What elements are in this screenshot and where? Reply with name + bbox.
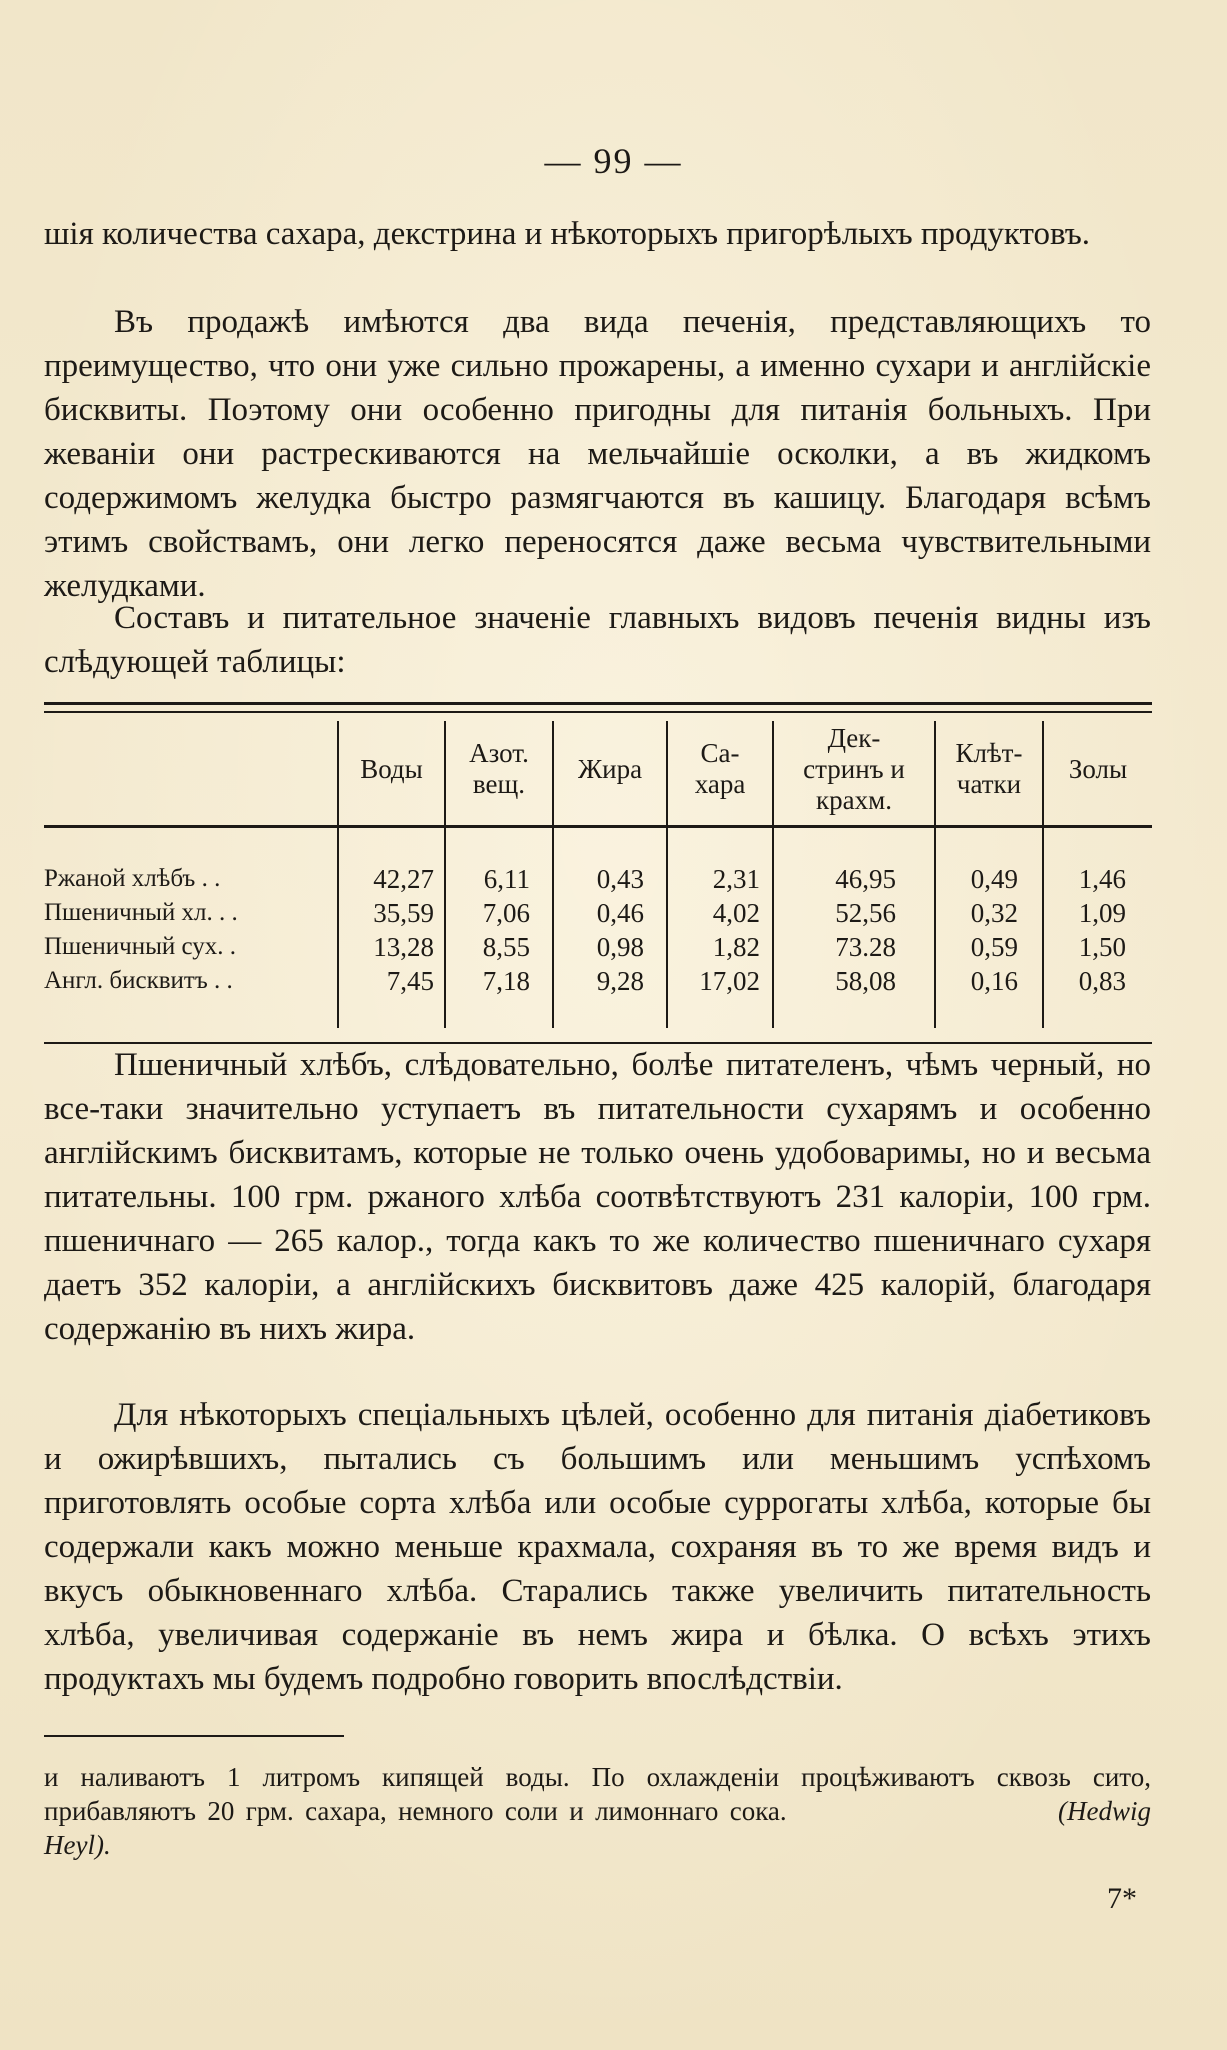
table-row — [44, 862, 1152, 896]
footnote-signature: (Hedwig Heyl). — [44, 1796, 1152, 1860]
cell-ash: 1,46 — [1078, 864, 1126, 894]
header-ash: Золы — [1068, 753, 1128, 784]
cell-nitrogen: 8,55 — [482, 932, 530, 962]
cell-water: 13,28 — [373, 932, 434, 962]
paragraph-special-breads: Для нѣкоторыхъ спеціальныхъ цѣлей, особенно для питанія діабетиковъ и ожирѣвшихъ, пытались съ большимъ или меньшимъ успѣхомъ приготовлять особые сорта хлѣба или особые суррогаты хлѣба, которые бы содержали какъ можно меньше крахмала, сохраняя въ то же время видъ и вкусъ обыкновеннаго хлѣба. Старались также увеличить питательность хлѣба, увеличивая содержаніе въ немъ жира и бѣлка. О всѣхъ этихъ продуктахъ мы будемъ подробно говорить впослѣдствіи. — [44, 1397, 1151, 1697]
header-divider — [337, 721, 339, 825]
header-divider — [772, 721, 774, 825]
footnote-rule — [44, 1735, 344, 1737]
header-divider — [934, 721, 936, 825]
table-row — [44, 964, 1152, 998]
paragraph-wheat-bread: Пшеничный хлѣбъ, слѣдовательно, болѣе питателенъ, чѣмъ черный, но все-таки значительно уступаетъ въ питательности сухарямъ и особенно англійскимъ бисквитамъ, которые не только очень удобоваримы, но и весьма питательны. 100 грм. ржаного хлѣба соотвѣтствуютъ 231 калоріи, 100 грм. пшеничнаго — 265 калор., тогда какъ то же количество пшеничнаго сухаря даетъ 352 калоріи, а англійскихъ бисквитовъ даже 425 калорій, благодаря содержанію въ нихъ жира. — [44, 1047, 1151, 1347]
header-sugar: Са- хара — [694, 738, 746, 799]
paragraph-biscuits: Въ продажѣ имѣются два вида печенія, представляющихъ то преимущество, что они уже сильно прожарены, а именно сухари и англійскіе бисквиты. Поэтому они особенно пригодны для питанія больныхъ. При жеваніи они растрескиваются на мельчайшіе осколки, а въ жидкомъ содержимомъ желудка быстро размягчаются въ кашицу. Благодаря всѣмъ этимъ свойствамъ, они легко переносятся даже весьма чувствительными желудками. — [44, 304, 1151, 604]
cell-water: 7,45 — [386, 966, 434, 996]
cell-sugar: 2,31 — [712, 864, 760, 894]
header-divider — [1042, 721, 1044, 825]
cell-fiber: 0,32 — [970, 898, 1018, 928]
header-dextrin: Дек- стринъ и крахм. — [803, 722, 905, 815]
header-divider — [666, 721, 668, 825]
footnote — [44, 1760, 1151, 1862]
header-divider — [552, 721, 554, 825]
cell-water: 42,27 — [373, 864, 434, 894]
header-fat: Жира — [577, 753, 643, 784]
cell-dextrin: 46,95 — [835, 864, 896, 894]
cell-nitrogen: 6,11 — [483, 864, 530, 894]
cell-ash: 0,83 — [1078, 966, 1126, 996]
composition-table — [44, 702, 1152, 1044]
cell-nitrogen: 7,18 — [482, 966, 530, 996]
header-water: Воды — [360, 753, 423, 784]
cell-fiber: 0,49 — [970, 864, 1018, 894]
header-divider — [444, 721, 446, 825]
page-number: — 99 — — [544, 141, 683, 181]
cell-dextrin: 52,56 — [835, 898, 896, 928]
table-body — [44, 828, 1152, 1044]
row-label: Англ. бисквитъ . . — [44, 967, 233, 994]
cell-ash: 1,50 — [1078, 932, 1126, 962]
row-label: Пшеничный сух. . — [44, 933, 237, 960]
cell-sugar: 1,82 — [712, 932, 760, 962]
cell-fat: 9,28 — [596, 966, 644, 996]
cell-fat: 0,98 — [596, 932, 644, 962]
header-fiber: Клѣт- чатки — [955, 738, 1023, 799]
cell-fiber: 0,16 — [970, 966, 1018, 996]
table-row — [44, 930, 1152, 964]
cell-dextrin: 73.28 — [835, 932, 896, 962]
cell-nitrogen: 7,06 — [482, 898, 530, 928]
row-label: Ржаной хлѣбъ . . — [44, 865, 221, 892]
cell-fat: 0,43 — [596, 864, 644, 894]
cell-water: 35,59 — [373, 898, 434, 928]
row-label: Пшеничный хл. . . — [44, 899, 238, 926]
cell-fiber: 0,59 — [970, 932, 1018, 962]
table-row — [44, 896, 1152, 930]
cell-dextrin: 58,08 — [835, 966, 896, 996]
table-top-rule — [44, 702, 1152, 713]
footnote-text: и наливаютъ 1 литромъ кипящей воды. По охлажденіи процѣживаютъ сквозь сито, прибавляютъ 20 грм. сахара, немного соли и лимоннаго сока. — [44, 1762, 1151, 1826]
table-header — [44, 713, 1152, 828]
paragraph-table-intro: Составъ и питательное значеніе главныхъ видовъ печенія видны изъ слѣдующей таблицы: — [44, 600, 1151, 680]
paragraph-continuation: шія количества сахара, декстрина и нѣкоторыхъ пригорѣлыхъ продуктовъ. — [44, 216, 1091, 252]
cell-sugar: 4,02 — [712, 898, 760, 928]
cell-fat: 0,46 — [596, 898, 644, 928]
signature-mark: 7* — [1107, 1882, 1137, 1915]
header-nitrogen: Азот. вещ. — [469, 738, 529, 799]
cell-sugar: 17,02 — [699, 966, 760, 996]
cell-ash: 1,09 — [1078, 898, 1126, 928]
